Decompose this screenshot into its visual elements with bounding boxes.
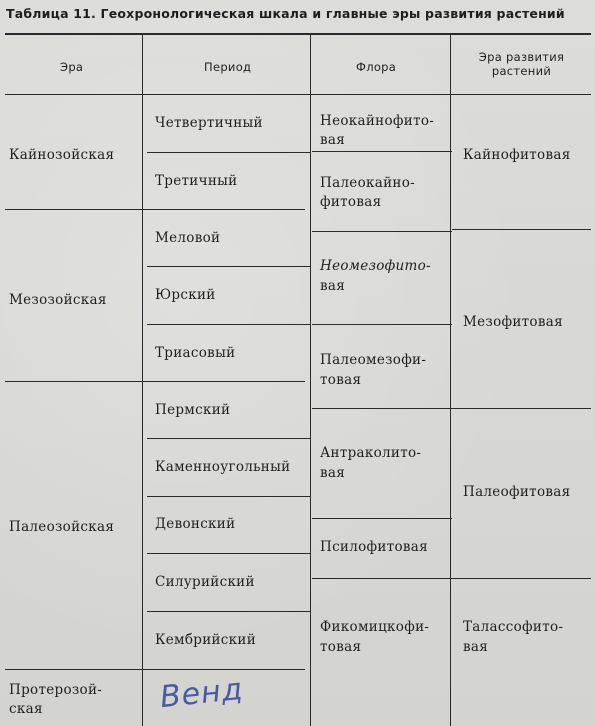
- flora-rule-3: [312, 324, 452, 325]
- period-devonian: Девонский: [155, 516, 236, 532]
- flora-rule-5: [312, 518, 452, 519]
- era-rule-paleozoic-proterozoic: [5, 669, 305, 670]
- flora-anthracolithic-line2: вая: [320, 465, 346, 481]
- era-paleozoic: Палеозойская: [9, 519, 115, 535]
- plantera-rule-3: [452, 578, 591, 579]
- flora-paleocainophytic-line1: Палеокайно-: [320, 175, 415, 191]
- period-silurian: Силурийский: [155, 574, 255, 590]
- flora-rule-2: [312, 231, 452, 232]
- flora-rule-1: [312, 151, 452, 152]
- header-plant-era-line1: Эра развития: [478, 50, 565, 64]
- flora-paleomesophytic-line2: товая: [320, 372, 362, 388]
- period-cambrian: Кембрийский: [155, 632, 256, 648]
- header-period: Период: [204, 60, 252, 74]
- col-divider-flora-plantera: [450, 33, 451, 726]
- flora-phycomycophytic-line2: товая: [320, 639, 362, 655]
- period-rule-6: [147, 553, 310, 554]
- header-bottom-rule: [5, 94, 591, 95]
- col-divider-era-period: [142, 33, 143, 726]
- flora-neocainophytic-line2: вая: [320, 132, 346, 148]
- plant-era-thalassophytic-line1: Талассофито-: [463, 619, 564, 635]
- header-flora: Флора: [356, 60, 397, 74]
- plantera-rule-1: [452, 229, 591, 230]
- era-proterozoic-line1: Протерозой-: [9, 682, 103, 698]
- flora-neomesophytic-line2: вая: [320, 278, 346, 294]
- flora-anthracolithic-line1: Антраколито-: [320, 445, 422, 461]
- period-quaternary: Четвертичный: [155, 115, 263, 131]
- period-rule-2: [147, 266, 310, 267]
- flora-paleomesophytic-line1: Палеомезофи-: [320, 352, 427, 368]
- flora-paleocainophytic-line2: фитовая: [320, 194, 382, 210]
- period-rule-5: [147, 496, 310, 497]
- plant-era-thalassophytic-line2: вая: [463, 639, 489, 655]
- period-tertiary: Третичный: [155, 173, 238, 189]
- plantera-rule-2: [452, 408, 591, 409]
- col-divider-period-flora: [310, 33, 311, 726]
- flora-rule-6: [312, 578, 452, 579]
- header-era: Эра: [60, 60, 84, 74]
- period-jurassic: Юрский: [155, 287, 216, 303]
- table-caption: Таблица 11. Геохронологическая шкала и главные эры развития растений: [6, 6, 565, 21]
- period-rule-3: [147, 324, 310, 325]
- period-rule-7: [147, 611, 310, 612]
- era-rule-cenozoic-mesozoic: [5, 209, 305, 210]
- flora-rule-4: [312, 408, 452, 409]
- flora-neocainophytic-line1: Неокайнофито-: [320, 113, 435, 129]
- period-rule-1: [147, 152, 310, 153]
- flora-psilophytic: Псилофитовая: [320, 539, 428, 555]
- era-cenozoic: Кайнозойская: [9, 147, 115, 163]
- period-permian: Пермский: [155, 402, 231, 418]
- era-mesozoic: Мезозойская: [9, 292, 107, 308]
- period-rule-4: [147, 438, 310, 439]
- handwritten-note: Венд: [158, 671, 246, 716]
- header-plant-era-line2: растений: [491, 64, 552, 78]
- era-rule-mesozoic-paleozoic: [5, 381, 305, 382]
- period-triassic: Триасовый: [155, 345, 236, 361]
- flora-phycomycophytic-line1: Фикомицкофи-: [320, 619, 430, 635]
- period-carboniferous: Каменноугольный: [155, 459, 291, 475]
- plant-era-cainophytic: Кайнофитовая: [463, 147, 571, 163]
- plant-era-mesophytic: Мезофитовая: [463, 314, 563, 330]
- table-top-rule: [5, 33, 591, 35]
- plant-era-paleophytic: Палеофитовая: [463, 484, 571, 500]
- flora-neomesophytic-line1: Неомезофито-: [320, 258, 431, 274]
- era-proterozoic-line2: ская: [9, 701, 43, 717]
- period-cretaceous: Меловой: [155, 230, 221, 246]
